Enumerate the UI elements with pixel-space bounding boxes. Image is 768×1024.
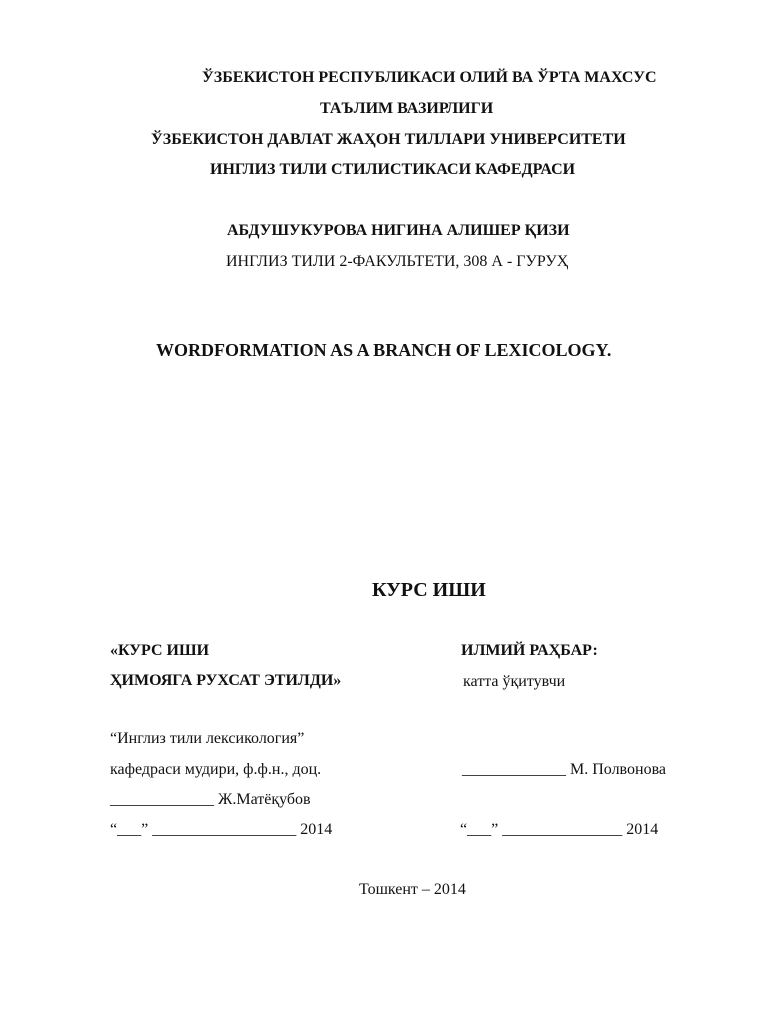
ministry-line-2: ТАЪЛИМ ВАЗИРЛИГИ	[320, 100, 494, 117]
approval-line-2: ҲИМОЯГА РУХСАТ ЭТИЛДИ»	[110, 672, 342, 689]
supervisor-signature: _____________ М. Полвонова	[462, 761, 667, 778]
document-title: WORDFORMATION AS A BRANCH OF LEXICOLOGY.	[156, 340, 612, 360]
department-head-signature: _____________ Ж.Матёқубов	[110, 791, 311, 808]
supervisor-date: “___” _______________ 2014	[460, 821, 659, 838]
university-name: ЎЗБЕКИСТОН ДАВЛАТ ЖАҲОН ТИЛЛАРИ УНИВЕРСИТЕТИ	[151, 131, 626, 148]
work-type-heading: КУРС ИШИ	[372, 579, 486, 601]
student-name: АБДУШУКУРОВА НИГИНА АЛИШЕР ҚИЗИ	[227, 222, 570, 239]
student-group: ИНГЛИЗ ТИЛИ 2-ФАКУЛЬТЕТИ, 308 А - ГУРУҲ	[226, 253, 569, 270]
place-and-year: Тошкент – 2014	[359, 881, 466, 898]
department-subject: “Инглиз тили лексикология”	[110, 730, 305, 747]
department-head-title: кафедраси мудири, ф.ф.н., доц.	[110, 761, 322, 778]
ministry-line-1: ЎЗБЕКИСТОН РЕСПУБЛИКАСИ ОЛИЙ ВА ЎРТА МАХСУС	[202, 69, 657, 86]
supervisor-label: ИЛМИЙ РАҲБАР:	[461, 642, 598, 659]
supervisor-title: катта ўқитувчи	[463, 673, 566, 690]
department-name: ИНГЛИЗ ТИЛИ СТИЛИСТИКАСИ КАФЕДРАСИ	[210, 161, 576, 178]
approval-date: “___” __________________ 2014	[110, 821, 333, 838]
approval-line-1: «КУРС ИШИ	[110, 642, 210, 659]
